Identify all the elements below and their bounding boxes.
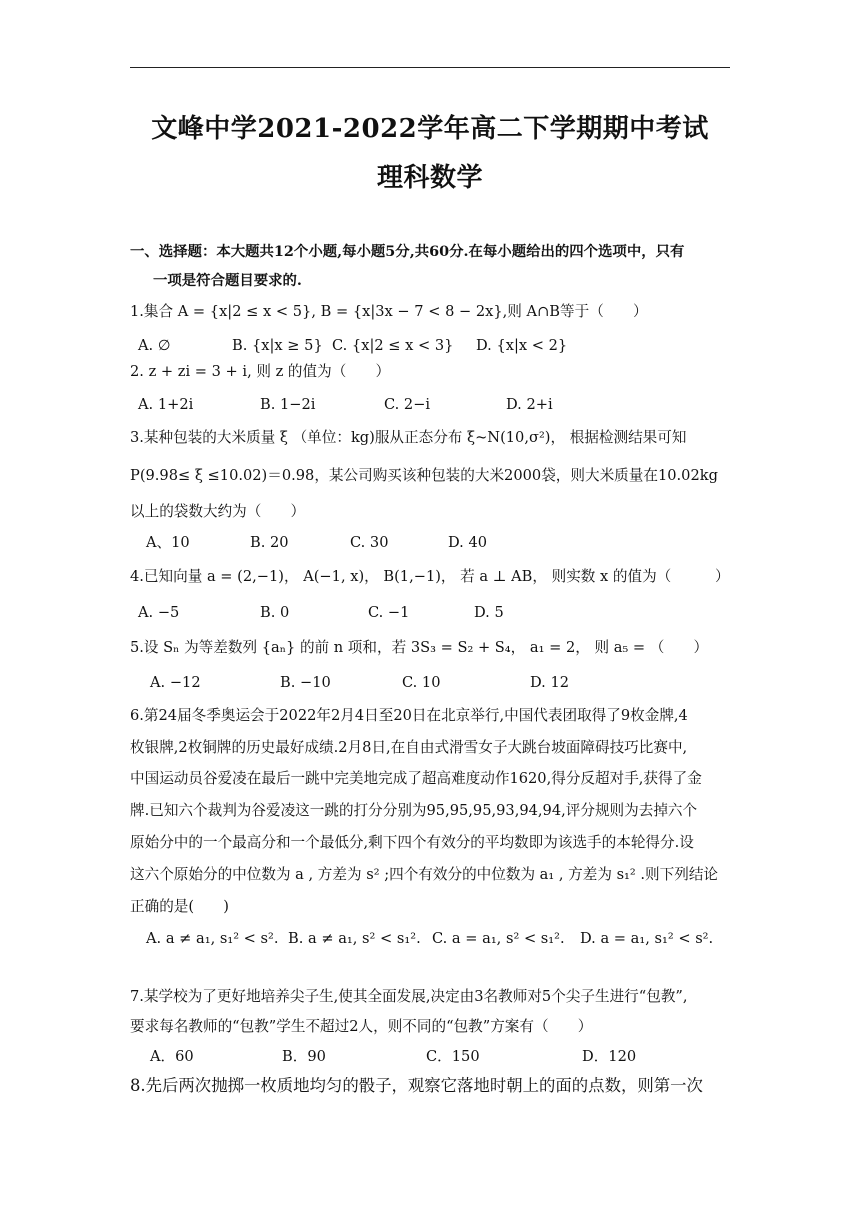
q4-stem: 4.已知向量 a = (2,−1)， A(−1, x)， B(1,−1)， 若 a ⊥ AB， 则实数 x 的值为（ ） [130, 568, 730, 585]
q6-line-2: 枚银牌,2枚铜牌的历史最好成绩.2月8日,在自由式滑雪女子大跳台坡面障碍技巧比赛中, [130, 739, 688, 756]
q1-option-d: D. {x|x < 2} [476, 337, 568, 354]
q5-option-b: B. −10 [280, 674, 331, 691]
q3-line-1: 3.某种包装的大米质量 ξ （单位：kg)服从正态分布 ξ~N(10,σ²)， 根据检测结果可知 [130, 429, 687, 446]
q6-line-7: 正确的是( ) [130, 898, 229, 915]
q3-option-a: A、10 [146, 534, 190, 551]
q3-option-c: C. 30 [350, 534, 389, 551]
q6-option-c: C. a = a₁, s² < s₁². [432, 930, 565, 947]
q6-line-1: 6.第24届冬季奥运会于2022年2月4日至20日在北京举行,中国代表团取得了9枚金牌,4 [130, 707, 688, 724]
q6-line-6: 这六个原始分的中位数为 a , 方差为 s² ;四个有效分的中位数为 a₁ , 方差为 s₁² .则下列结论 [130, 866, 719, 883]
exam-title: 文峰中学2021-2022学年高二下学期期中考试 [151, 114, 709, 144]
q6-option-d: D. a = a₁, s₁² < s². [580, 930, 714, 947]
q6-line-5: 原始分中的一个最高分和一个最低分,剩下四个有效分的平均数即为该选手的本轮得分.设 [130, 834, 694, 851]
q3-option-d: D. 40 [448, 534, 488, 551]
q5-stem: 5.设 Sₙ 为等差数列 {aₙ} 的前 n 项和，若 3S₃ = S₂ + S₄， a₁ = 2， 则 a₅ = （ ） [130, 639, 709, 656]
q6-option-b: B. a ≠ a₁, s² < s₁². [288, 930, 421, 947]
section1-heading: 一、选择题：本大题共12个小题,每小题5分,共60分.在每小题给出的四个选项中，只有 [130, 243, 685, 260]
q5-option-d: D. 12 [530, 674, 570, 691]
q7-option-d: D．120 [582, 1048, 637, 1065]
section1-heading-cont: 一项是符合题目要求的. [153, 272, 302, 289]
q2-option-c: C. 2−i [384, 396, 431, 413]
q7-line-2: 要求每名教师的“包教”学生不超过2人，则不同的“包教”方案有（ ） [130, 1018, 593, 1035]
q7-option-a: A．60 [150, 1048, 194, 1065]
q5-option-c: C. 10 [402, 674, 441, 691]
q7-option-b: B．90 [282, 1048, 326, 1065]
header-rule [130, 67, 730, 68]
q6-line-4: 牌.已知六个裁判为谷爱凌这一跳的打分分别为95,95,95,93,94,94,评分规则为去掉六个 [130, 802, 698, 819]
q2-option-a: A. 1+2i [138, 396, 194, 413]
q6-option-a: A. a ≠ a₁, s₁² < s². [146, 930, 279, 947]
q1-option-a: A. ∅ [138, 337, 171, 354]
q4-option-a: A. −5 [138, 604, 180, 621]
q6-line-3: 中国运动员谷爱凌在最后一跳中完美地完成了超高难度动作1620,得分反超对手,获得了金 [130, 770, 702, 787]
q4-option-b: B. 0 [260, 604, 290, 621]
q5-option-a: A. −12 [150, 674, 201, 691]
q7-line-1: 7.某学校为了更好地培养尖子生,使其全面发展,决定由3名教师对5个尖子生进行“包教”, [130, 988, 688, 1005]
q1-option-b: B. {x|x ≥ 5} [232, 337, 323, 354]
exam-subject: 理科数学 [376, 163, 483, 193]
q7-option-c: C．150 [426, 1048, 480, 1065]
q3-line-3: 以上的袋数大约为（ ） [130, 503, 306, 520]
q3-option-b: B. 20 [250, 534, 289, 551]
q4-option-d: D. 5 [474, 604, 504, 621]
q2-option-d: D. 2+i [506, 396, 553, 413]
q4-option-c: C. −1 [368, 604, 410, 621]
q1-option-c: C. {x|2 ≤ x < 3} [332, 337, 454, 354]
q2-option-b: B. 1−2i [260, 396, 316, 413]
q3-line-2: P(9.98≤ ξ ≤10.02)＝0.98，某公司购买该种包装的大米2000袋，则大米质量在10.02kg [130, 467, 718, 484]
q2-stem: 2. z + zi = 3 + i, 则 z 的值为（ ） [130, 363, 391, 380]
q1-stem: 1.集合 A = {x|2 ≤ x < 5}, B = {x|3x − 7 < 8 − 2x},则 A∩B等于（ ） [130, 303, 648, 320]
q8-line-1: 8.先后两次抛掷一枚质地均匀的骰子，观察它落地时朝上的面的点数，则第一次 [130, 1076, 703, 1095]
